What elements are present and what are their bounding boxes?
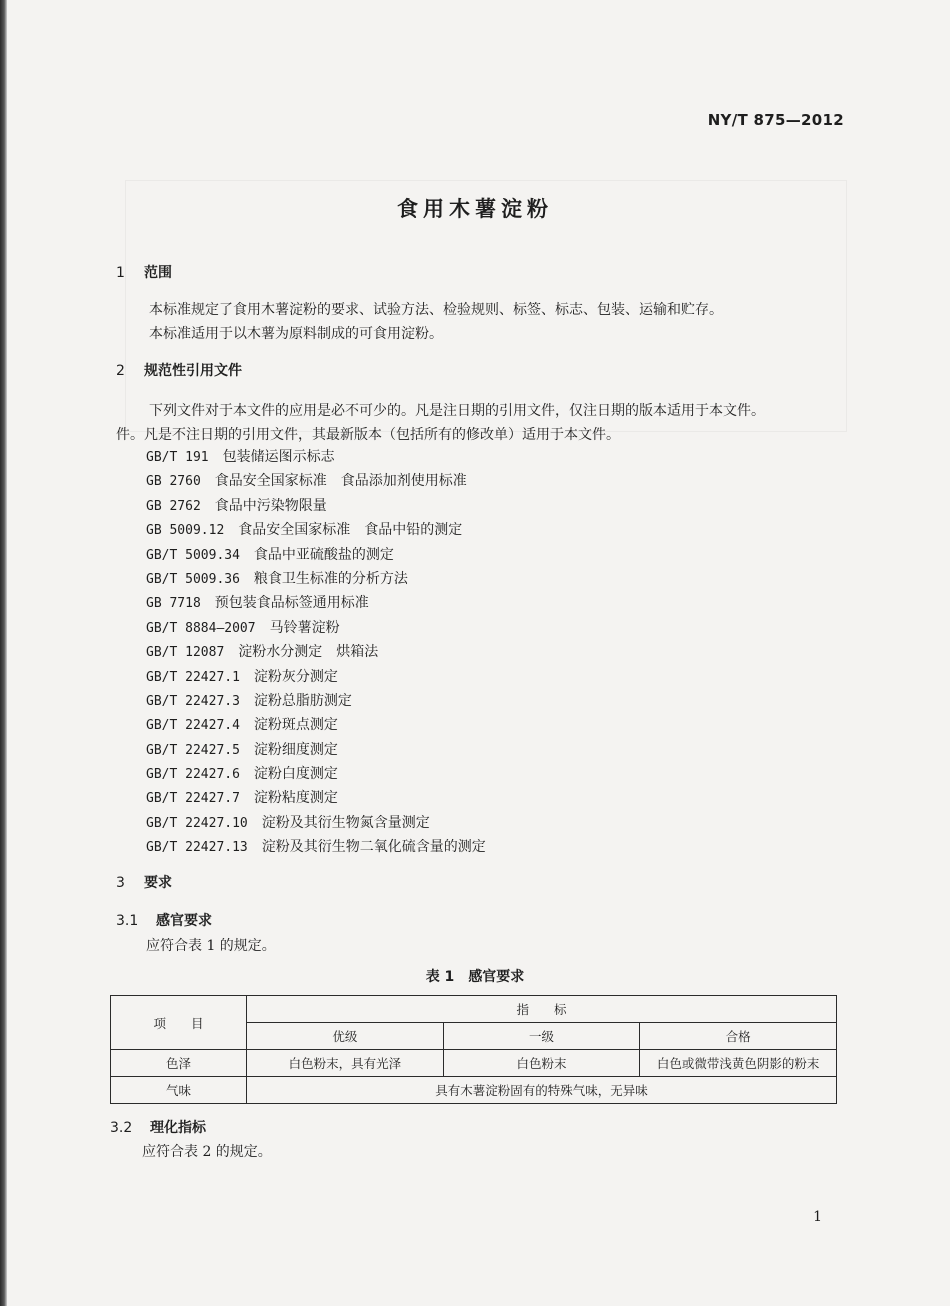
cell-color-first: 白色粉末 xyxy=(443,1050,640,1077)
reference-title: 预包装食品标签通用标准 xyxy=(214,595,369,612)
reference-title: 淀粉细度测定 xyxy=(253,741,338,758)
reference-title: 食品安全国家标准 食品中铅的测定 xyxy=(238,522,463,539)
section-2-intro xyxy=(116,399,856,447)
reference-item xyxy=(146,640,486,664)
section-title: 规范性引用文件 xyxy=(144,363,242,379)
reference-title: 淀粉及其衍生物二氧化硫含量的测定 xyxy=(261,839,486,856)
cell-color-qualified: 白色或微带浅黄色阴影的粉末 xyxy=(640,1050,837,1077)
section-3-2-heading xyxy=(110,1117,206,1137)
reference-item xyxy=(146,689,486,713)
reference-title: 粮食卫生标准的分析方法 xyxy=(253,570,408,587)
reference-item xyxy=(146,786,486,810)
section-title: 范围 xyxy=(144,265,172,281)
reference-code: GB/T 5009.34 xyxy=(146,547,240,563)
reference-code: GB/T 22427.7 xyxy=(146,791,240,807)
row-item-odor: 气味 xyxy=(111,1077,247,1104)
section-title: 感官要求 xyxy=(156,913,212,929)
section-title: 理化指标 xyxy=(150,1120,206,1136)
header-grade-premium: 优级 xyxy=(247,1023,444,1050)
reference-code: GB 7718 xyxy=(146,596,201,612)
section-number: 3.1 xyxy=(116,913,139,929)
reference-item xyxy=(146,762,486,786)
sensory-requirements-table xyxy=(110,995,837,1104)
reference-code: GB/T 8884—2007 xyxy=(146,620,256,636)
section-title: 要求 xyxy=(144,875,172,891)
reference-title: 淀粉粘度测定 xyxy=(253,790,338,807)
document-title: 食用木薯淀粉 xyxy=(397,197,553,221)
reference-code: GB/T 22427.4 xyxy=(146,718,240,734)
reference-code: GB 5009.12 xyxy=(146,523,225,539)
reference-title: 食品中污染物限量 xyxy=(214,497,327,514)
section-2-heading xyxy=(116,360,242,380)
reference-code: GB/T 22427.1 xyxy=(146,669,240,685)
reference-item xyxy=(146,494,486,518)
reference-item xyxy=(146,543,486,567)
paragraph: 应符合表 1 的规定。 xyxy=(146,938,276,954)
section-number: 3.2 xyxy=(110,1120,133,1136)
cell-color-premium: 白色粉末，具有光泽 xyxy=(247,1050,444,1077)
reference-code: GB/T 22427.10 xyxy=(146,815,248,831)
standard-code: NY/T 875—2012 xyxy=(707,111,844,129)
reference-code: GB/T 22427.5 xyxy=(146,742,240,758)
reference-title: 淀粉水分测定 烘箱法 xyxy=(238,644,379,661)
reference-item xyxy=(146,518,486,542)
reference-title: 淀粉灰分测定 xyxy=(253,668,338,685)
cell-odor-merged: 具有木薯淀粉固有的特殊气味，无异味 xyxy=(247,1077,837,1104)
paragraph-line: 下列文件对于本文件的应用是必不可少的。凡是注日期的引用文件，仅注日期的版本适用于本文件。 xyxy=(149,403,765,419)
header-item: 项 目 xyxy=(111,996,247,1050)
reference-title: 食品中亚硫酸盐的测定 xyxy=(253,546,394,563)
caption-title: 感官要求 xyxy=(468,969,525,985)
reference-code: GB 2760 xyxy=(146,474,201,490)
reference-item xyxy=(146,835,486,859)
reference-title: 包装储运图示标志 xyxy=(222,449,335,465)
paragraph: 本标准规定了食用木薯淀粉的要求、试验方法、检验规则、标签、标志、包装、运输和贮存。 xyxy=(149,302,723,318)
paragraph: 应符合表 2 的规定。 xyxy=(142,1144,272,1160)
section-3-2-text xyxy=(142,1140,882,1164)
paragraph-line: 件。凡是不注日期的引用文件，其最新版本（包括所有的修改单）适用于本文件。 xyxy=(116,427,620,443)
reference-item xyxy=(146,469,486,493)
header-grade-qualified: 合格 xyxy=(640,1023,837,1050)
section-3-1-text xyxy=(146,934,886,958)
reference-title: 食品安全国家标准 食品添加剂使用标准 xyxy=(214,473,467,490)
header-indicator: 指 标 xyxy=(247,996,837,1023)
reference-title: 淀粉斑点测定 xyxy=(253,717,338,734)
paragraph: 本标准适用于以木薯为原料制成的可食用淀粉。 xyxy=(149,326,443,342)
section-number: 1 xyxy=(116,265,125,281)
page-number: 1 xyxy=(813,1209,822,1225)
section-3-1-heading xyxy=(116,910,212,930)
reference-item xyxy=(146,445,486,469)
reference-title: 淀粉白度测定 xyxy=(253,766,338,783)
reference-list xyxy=(146,445,486,860)
reference-code: GB/T 5009.36 xyxy=(146,571,240,587)
section-3-heading xyxy=(116,872,172,892)
reference-title: 马铃薯淀粉 xyxy=(269,619,340,636)
section-number: 2 xyxy=(116,363,125,379)
caption-label: 表 1 xyxy=(425,969,455,985)
reference-code: GB/T 22427.13 xyxy=(146,840,248,856)
section-number: 3 xyxy=(116,875,125,891)
table-1-caption xyxy=(0,966,950,986)
row-item-color: 色泽 xyxy=(111,1050,247,1077)
reference-code: GB/T 191 xyxy=(146,450,209,465)
reference-code: GB/T 22427.6 xyxy=(146,767,240,783)
reference-item xyxy=(146,616,486,640)
reference-item xyxy=(146,738,486,762)
section-1-body xyxy=(116,298,856,346)
header-grade-first: 一级 xyxy=(443,1023,640,1050)
reference-item xyxy=(146,713,486,737)
reference-title: 淀粉总脂肪测定 xyxy=(253,692,352,709)
reference-item xyxy=(146,665,486,689)
reference-title: 淀粉及其衍生物氮含量测定 xyxy=(261,814,430,831)
reference-code: GB/T 22427.3 xyxy=(146,693,240,709)
reference-code: GB/T 12087 xyxy=(146,645,225,661)
reference-code: GB 2762 xyxy=(146,498,201,514)
reference-item xyxy=(146,811,486,835)
section-1-heading xyxy=(116,262,172,282)
reference-item xyxy=(146,591,486,615)
reference-item xyxy=(146,567,486,591)
